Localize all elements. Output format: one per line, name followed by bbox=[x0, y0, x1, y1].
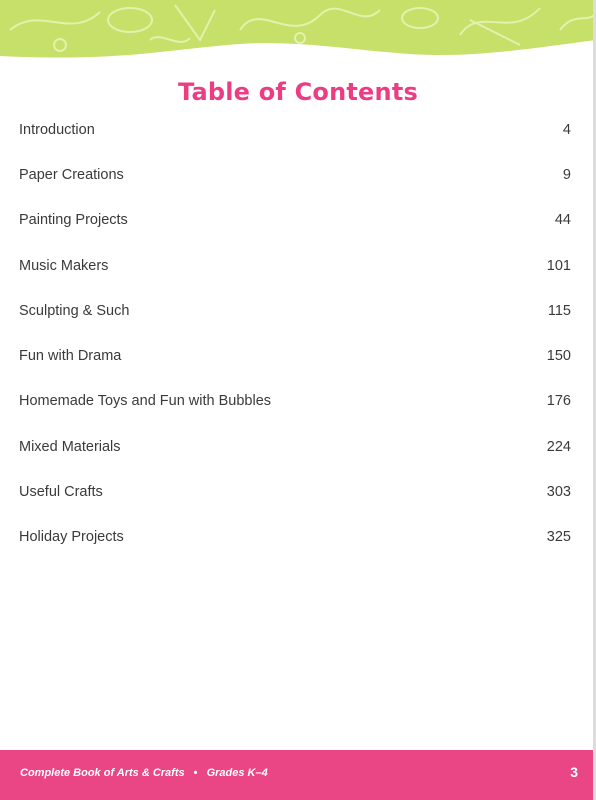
toc-entry[interactable] bbox=[19, 481, 571, 503]
dot-leader bbox=[138, 209, 547, 231]
toc-entry-title: Fun with Drama bbox=[19, 348, 122, 364]
decorative-header-banner bbox=[0, 0, 596, 90]
dot-leader bbox=[281, 390, 539, 412]
toc-entry-title: Holiday Projects bbox=[19, 529, 124, 545]
dot-leader bbox=[134, 526, 539, 548]
dot-leader bbox=[139, 300, 539, 322]
toc-entry[interactable] bbox=[19, 255, 571, 277]
toc-entry-title: Painting Projects bbox=[19, 212, 128, 228]
toc-entry-page-number: 44 bbox=[554, 212, 571, 228]
toc-entry-title: Homemade Toys and Fun with Bubbles bbox=[19, 393, 272, 409]
toc-entry[interactable] bbox=[19, 209, 571, 231]
toc-entry[interactable] bbox=[19, 345, 571, 367]
toc-entry-page-number: 150 bbox=[546, 348, 571, 364]
toc-entry-title: Paper Creations bbox=[19, 167, 124, 183]
toc-entry-page-number: 4 bbox=[562, 122, 571, 138]
footer-book-info bbox=[20, 767, 268, 779]
page-title: Table of Contents bbox=[178, 78, 418, 106]
toc-entry[interactable] bbox=[19, 300, 571, 322]
toc-entry[interactable] bbox=[19, 436, 571, 458]
toc-entry-title: Mixed Materials bbox=[19, 439, 121, 455]
toc-entry-title: Music Makers bbox=[19, 258, 109, 274]
toc-entry-page-number: 303 bbox=[546, 484, 571, 500]
toc-entry-page-number: 115 bbox=[547, 303, 571, 319]
dot-leader bbox=[105, 119, 555, 141]
dot-leader bbox=[131, 436, 539, 458]
toc-entry[interactable] bbox=[19, 119, 571, 141]
toc-entry-title: Sculpting & Such bbox=[19, 303, 130, 319]
footer-page-number: 3 bbox=[570, 764, 578, 780]
toc-entry-page-number: 176 bbox=[546, 393, 571, 409]
toc-entry[interactable] bbox=[19, 164, 571, 186]
toc-entry-page-number: 101 bbox=[546, 258, 571, 274]
toc-entry-title: Useful Crafts bbox=[19, 484, 103, 500]
footer-grades: Grades K–4 bbox=[206, 767, 268, 779]
dot-leader bbox=[113, 481, 539, 503]
dot-leader bbox=[131, 345, 538, 367]
footer-book-title: Complete Book of Arts & Crafts bbox=[20, 767, 185, 779]
toc-entry-page-number: 224 bbox=[546, 439, 571, 455]
toc-entry[interactable] bbox=[19, 390, 571, 412]
toc-entry-title: Introduction bbox=[19, 122, 95, 138]
footer-separator: • bbox=[193, 767, 198, 779]
dot-leader bbox=[134, 164, 555, 186]
toc-entry[interactable] bbox=[19, 526, 571, 548]
toc-entry-page-number: 325 bbox=[546, 529, 571, 545]
dot-leader bbox=[118, 255, 538, 277]
toc-entry-page-number: 9 bbox=[562, 167, 571, 183]
craft-pattern-banner-art bbox=[0, 0, 596, 90]
